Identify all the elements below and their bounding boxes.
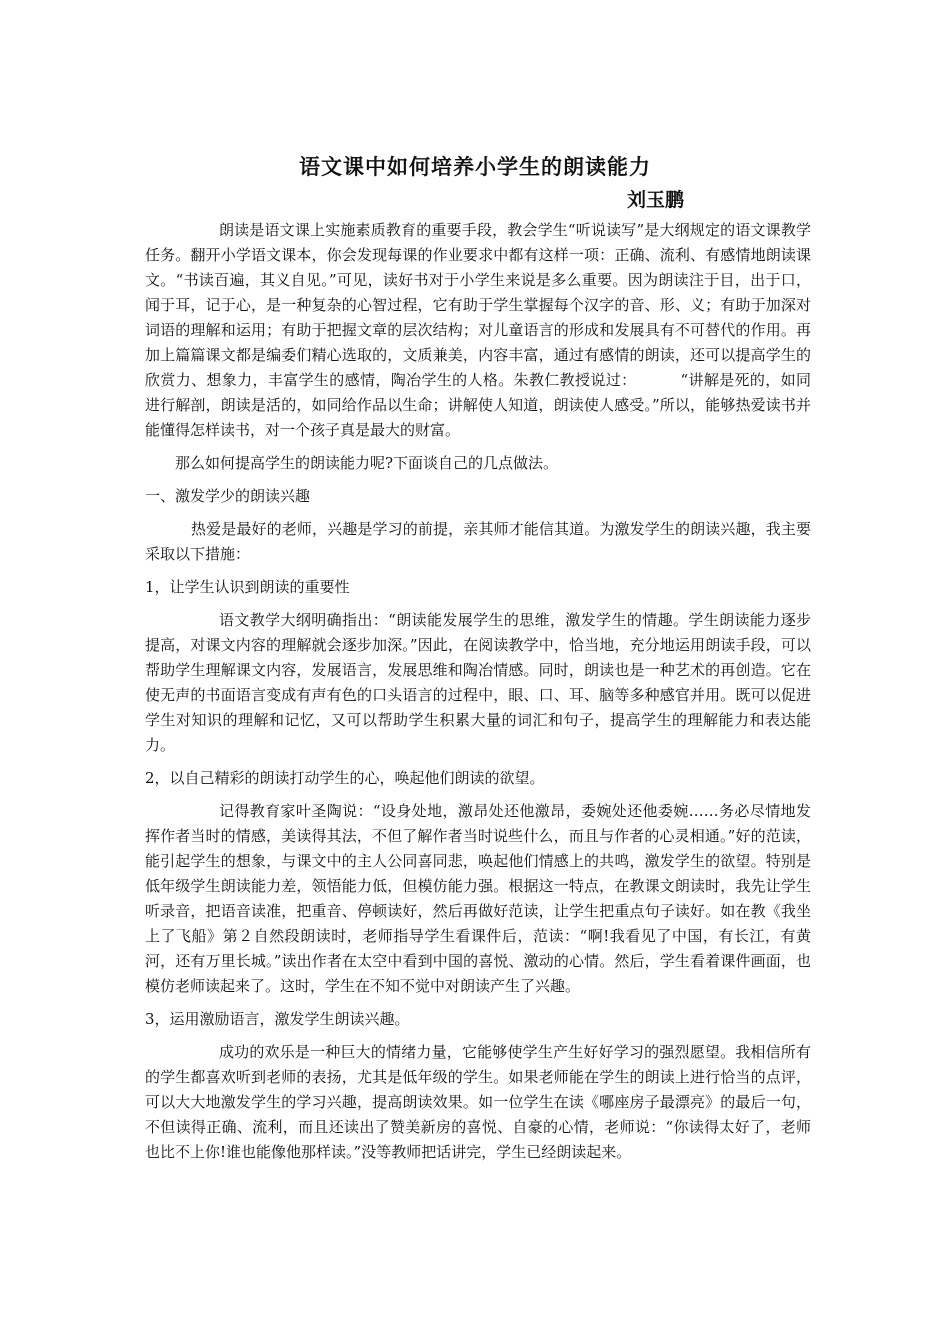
item-paragraph-2: 记得教育家叶圣陶说：“设身处地，激昂处还他激昂，委婉处还他委婉……务必尽情地发挥作者当时的情感，美读得其法，不但了解作者当时说些什么，而且与作者的心灵相通。”好的范读，能引起学生的想象，与课文中的主人公同喜同悲，唤起他们情感上的共鸣，激发学生的欲望。特别是低年级学生朗读能力差，领悟能力低，但模仿能力强。根据这一特点，在教课文朗读时，我先让学生听录音，把语音读准，把重音、停顿读好，然后再做好范读，让学生把重点句子读好。如在教《我坐上了飞船》第２自然段朗读时，老师指导学生看课件后，范读：“啊!我看见了中国，有长江，有黄河，还有万里长城。”读出作者在太空中看到中国的喜悦、激动的心情。然后，学生看着课件画面，也模仿老师读起来了。这时，学生在不知不觉中对朗读产生了兴趣。 bbox=[145, 802, 811, 995]
document-author: 刘玉鹏 bbox=[627, 189, 685, 211]
item-heading-2: 2，以自己精彩的朗读打动学生的心，唤起他们朗读的欲望。 bbox=[145, 769, 545, 787]
intro-paragraph bbox=[145, 218, 811, 443]
section-intro-paragraph: 热爱是最好的老师，兴趣是学习的前提，亲其师才能信其道。为激发学生的朗读兴趣，我主要采取以下措施： bbox=[145, 520, 811, 563]
item-paragraph-1: 语文教学大纲明确指出：“朗读能发展学生的思维，激发学生的情趣。学生朗读能力逐步提高，对课文内容的理解就会逐步加深。”因此，在阅读教学中，恰当地，充分地运用朗读手段，可以帮助学生理解课文内容，发展语言，发展思维和陶冶情感。同时，朗读也是一种艺术的再创造。它在使无声的书面语言变成有声有色的口头语言的过程中，眼、口、耳、脑等多种感官并用。既可以促进学生对知识的理解和记忆，又可以帮助学生积累大量的词汇和句子，提高学生的理解能力和表达能力。 bbox=[145, 611, 811, 754]
document-title: 语文课中如何培养小学生的朗读能力 bbox=[299, 155, 651, 179]
transition-paragraph: 那么如何提高学生的朗读能力呢?下面谈自己的几点做法。 bbox=[175, 454, 559, 472]
item-heading-1: 1，让学生认识到朗读的重要性 bbox=[145, 578, 350, 596]
section-heading-1: 一、激发学少的朗读兴趣 bbox=[145, 487, 311, 505]
intro-quote: “讲解是死的，如同进行解剖，朗读是活的，如同给作品以生命；讲解使人知道，朗读使人感受。”所以，能够热爱读书并能懂得怎样读书，对一个孩子真是最大的财富。 bbox=[145, 371, 811, 439]
item-paragraph-3: 成功的欢乐是一种巨大的情绪力量，它能够使学生产生好好学习的强烈愿望。我相信所有的学生都喜欢听到老师的表扬，尤其是低年级的学生。如果老师能在学生的朗读上进行恰当的点评，可以大大地激发学生的学习兴趣，提高朗读效果。如一位学生在读《哪座房子最漂亮》的最后一句，不但读得正确、流利，而且还读出了赞美新房的喜悦、自豪的心情，老师说：“你读得太好了，老师也比不上你!谁也能像他那样读。”没等教师把话讲完，学生已经朗读起来。 bbox=[145, 1043, 811, 1161]
intro-text: 朗读是语文课上实施素质教育的重要手段，教会学生“听说读写”是大纲规定的语文课教学任务。翻开小学语文课本，你会发现每课的作业要求中都有这样一项：正确、流利、有感情地朗读课文。“书读百遍，其义自见。”可见，读好书对于小学生来说是多么重要。因为朗读注于目，出于口，闻于耳，记于心，是一种复杂的心智过程，它有助于学生掌握每个汉字的音、形、义；有助于加深对词语的理解和运用；有助于把握文章的层次结构；对儿童语言的形成和发展具有不可替代的作用。再加上篇篇课文都是编委们精心选取的，文质兼美，内容丰富，通过有感情的朗读，还可以提高学生的欣赏力、想象力，丰富学生的感情，陶冶学生的人格。朱教仁教授说过： bbox=[145, 221, 811, 389]
document-body bbox=[145, 218, 811, 1165]
item-heading-3: 3，运用激励语言，激发学生朗读兴趣。 bbox=[145, 1010, 410, 1028]
